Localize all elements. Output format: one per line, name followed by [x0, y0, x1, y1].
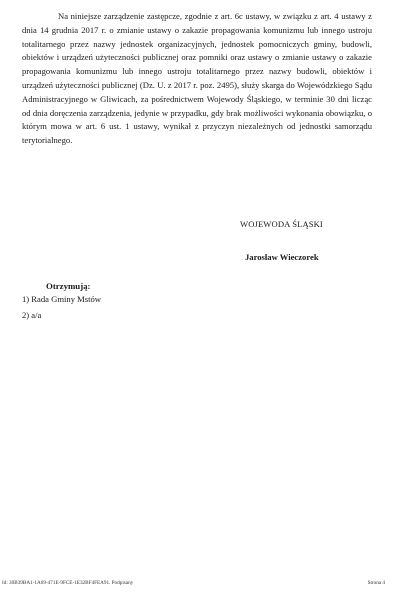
recipient-item: 2) a/a — [22, 310, 42, 320]
signature-name: Jarosław Wieczorek — [245, 252, 319, 262]
recipient-item: 1) Rada Gminy Mstów — [22, 294, 102, 304]
legal-notice-paragraph: Na niniejsze zarządzenie zastępcze, zgodnie z art. 6c ustawy, w związku z art. 4 ustawy z dnia 14 grudnia 2017 r. o zmianie ustawy o zakazie propagowania komunizmu lub innego ustroju totalitarnego przez nazwy jednostek organizacyjnych, jednostek pomocniczych gminy, budowli, obiektów i urządzeń użyteczności publicznej oraz pomniki oraz ustawy o zmianie ustawy o zakazie propagowania komunizmu lub innego ustroju totalitarnego przez nazwy budowli, obiektów i urządzeń użyteczności publicznej (Dz. U. z 2017 r. poz. 2495), służy skarga do Wojewódzkiego Sądu Administracyjnego w Gliwicach, za pośrednictwem Wojewody Śląskiego, w terminie 30 dni licząc od dnia doręczenia zarządzenia, jedynie w przypadku, gdy brak możliwości wykonania obowiązku, o którym mowa w art. 6 ust. 1 ustawy, wynikał z przyczyn niezależnych od jednostki samorządu terytorialnego. — [22, 11, 372, 146]
signature-title: WOJEWODA ŚLĄSKI — [240, 219, 323, 229]
footer-page-number: Strona 4 — [367, 580, 385, 586]
recipients-heading: Otrzymują: — [46, 281, 91, 291]
footer-document-id: Id: 30B39BA1-1A69-471E-9FCE-1E32BF4FEA91. Podpisany — [2, 580, 134, 586]
